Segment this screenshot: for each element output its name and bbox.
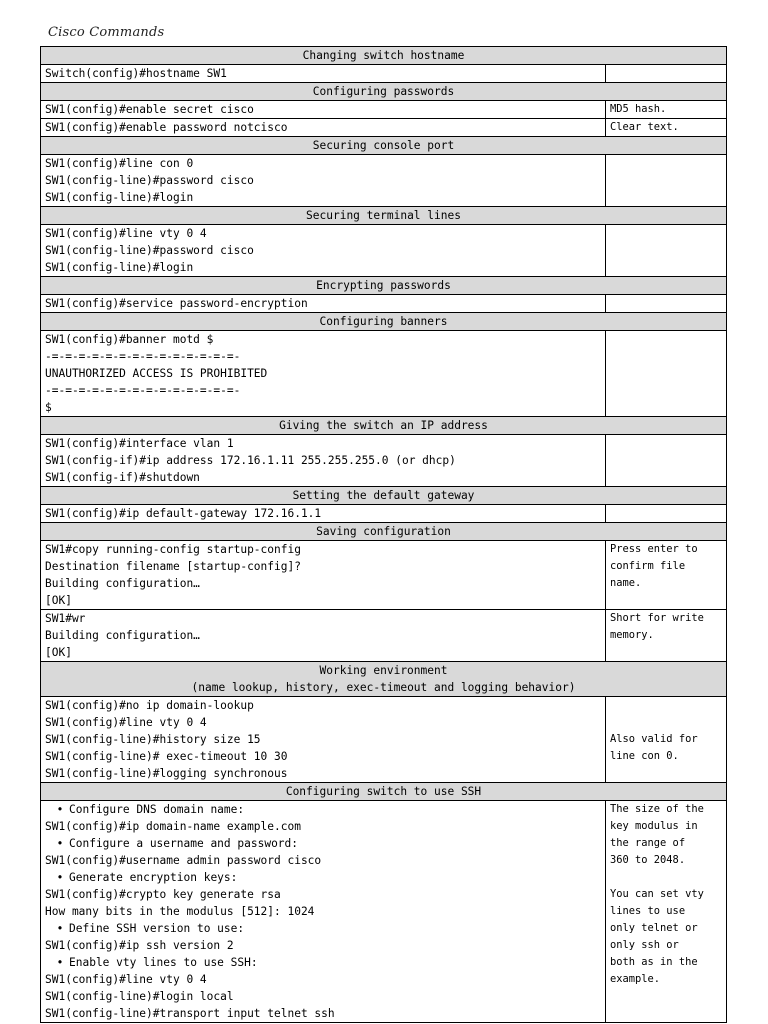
command-line: SW1(config-line)#history size 15 [45,733,261,746]
command-line: SW1(config)#enable secret cisco [45,103,254,116]
note-line: lines to use [610,905,686,917]
command-line: SW1(config)#ip domain-name example.com [45,820,301,833]
note-cell [606,119,727,137]
note-line: The size of the [610,803,704,815]
command-line: SW1(config-line)# exec-timeout 10 30 [45,750,288,763]
note-line: You can set vty [610,888,704,900]
command-line: SW1(config)#line vty 0 4 [45,716,207,729]
document-title: Cisco Commands [48,25,165,40]
command-cell [41,65,606,83]
section-header [41,47,727,65]
command-line: SW1(config)#ip ssh version 2 [45,939,234,952]
section-title: Changing switch hostname [302,49,465,62]
command-cell [41,225,606,277]
section-title: Working environment [319,664,448,677]
section-header-row [41,662,727,697]
section-header-row [41,83,727,101]
note-line: the range of [610,837,686,849]
table-row [41,225,727,277]
table-row [41,697,727,783]
command-line: -=-=-=-=-=-=-=-=-=-=-=-=-=-=- [45,384,241,397]
command-line: SW1(config)#username admin password cisco [45,854,322,867]
command-line: SW1#copy running-config startup-config [45,543,301,556]
note-line: Also valid for [610,733,698,745]
command-line: SW1(config-line)#logging synchronous [45,767,288,780]
section-header [41,313,727,331]
command-line: SW1(config-line)#transport input telnet ssh [45,1007,335,1020]
note-line: only ssh or [610,939,679,951]
note-cell [606,505,727,523]
command-cell [41,505,606,523]
command-cell [41,801,606,1023]
command-line: SW1(config-line)#login [45,261,194,274]
table-body [41,47,727,1023]
command-line: $ [45,401,52,414]
table-row [41,65,727,83]
command-line: SW1(config)#line con 0 [45,157,194,170]
section-header-row [41,487,727,505]
command-line: Building configuration… [45,629,200,642]
command-line: Switch(config)#hostname SW1 [45,67,227,80]
section-header [41,277,727,295]
command-line: SW1(config)#service password-encryption [45,297,308,310]
note-cell [606,435,727,487]
command-cell [41,295,606,313]
command-line: Building configuration… [45,577,200,590]
note-cell [606,155,727,207]
command-line: SW1(config-if)#ip address 172.16.1.11 255.255.255.0 (or dhcp) [45,454,456,467]
command-cell [41,697,606,783]
step-bullet-line: • Define SSH version to use: [45,920,601,937]
section-header [41,417,727,435]
section-header [41,783,727,801]
section-header [41,207,727,225]
section-header [41,662,727,697]
note-line: Press enter to [610,543,698,555]
command-line: SW1(config)#interface vlan 1 [45,437,234,450]
command-cell [41,331,606,417]
note-line: name. [610,577,642,589]
command-line: -=-=-=-=-=-=-=-=-=-=-=-=-=-=- [45,350,241,363]
section-header-row [41,313,727,331]
section-header-row [41,137,727,155]
note-line: both as in the [610,956,698,968]
step-bullet-line: • Enable vty lines to use SSH: [45,954,601,971]
command-line: SW1#wr [45,612,86,625]
command-line: SW1(config-line)#password cisco [45,244,254,257]
cisco-commands-table [40,46,727,1023]
table-row [41,155,727,207]
table-row [41,435,727,487]
command-line: SW1(config-line)#password cisco [45,174,254,187]
command-line: How many bits in the modulus [512]: 1024 [45,905,315,918]
command-line: SW1(config-if)#shutdown [45,471,200,484]
step-bullet-line: • Configure DNS domain name: [45,801,601,818]
note-line: memory. [610,629,654,641]
section-header [41,137,727,155]
note-cell [606,295,727,313]
section-header [41,83,727,101]
section-title: Setting the default gateway [292,489,475,502]
table-row [41,801,727,1023]
table-row [41,295,727,313]
table-row [41,101,727,119]
table-row [41,331,727,417]
command-line: SW1(config)#line vty 0 4 [45,973,207,986]
section-title: Securing terminal lines [306,209,461,222]
note-cell [606,610,727,662]
table-row [41,119,727,137]
command-cell [41,541,606,610]
note-line: confirm file [610,560,686,572]
note-cell [606,101,727,119]
note-line: Short for write [610,612,704,624]
section-header-row [41,207,727,225]
section-header [41,487,727,505]
section-title: Securing console port [312,139,455,152]
note-line: MD5 hash. [610,103,667,115]
note-cell [606,65,727,83]
section-title: Encrypting passwords [316,279,451,292]
command-line: SW1(config)#ip default-gateway 172.16.1.1 [45,507,322,520]
command-cell [41,119,606,137]
table-row [41,505,727,523]
note-line [610,697,722,714]
note-line [610,714,722,731]
note-cell [606,697,727,783]
command-line: Destination filename [startup-config]? [45,560,301,573]
note-line: Clear text. [610,121,679,133]
command-line: SW1(config-line)#login local [45,990,234,1003]
table-row [41,610,727,662]
section-title: Configuring passwords [312,85,455,98]
command-line: SW1(config)#no ip domain-lookup [45,699,254,712]
section-title: Saving configuration [316,525,451,538]
command-cell [41,101,606,119]
note-line: line con 0. [610,750,679,762]
command-cell [41,610,606,662]
section-header-row [41,47,727,65]
note-cell [606,801,727,1023]
section-header-row [41,523,727,541]
section-header-row [41,783,727,801]
step-bullet-line: • Configure a username and password: [45,835,601,852]
note-cell [606,225,727,277]
note-line: 360 to 2048. [610,854,686,866]
command-line: [OK] [45,594,72,607]
section-header [41,523,727,541]
command-line: [OK] [45,646,72,659]
command-line: UNAUTHORIZED ACCESS IS PROHIBITED [45,367,268,380]
section-title: Configuring banners [319,315,448,328]
command-line: SW1(config)#enable password notcisco [45,121,288,134]
command-cell [41,155,606,207]
section-header-row [41,277,727,295]
table-row [41,541,727,610]
command-cell [41,435,606,487]
note-cell [606,331,727,417]
note-line: key modulus in [610,820,698,832]
note-cell [606,541,727,610]
command-line: SW1(config-line)#login [45,191,194,204]
step-bullet-line: • Generate encryption keys: [45,869,601,886]
note-line: example. [610,973,661,985]
section-header-row [41,417,727,435]
section-title: Configuring switch to use SSH [285,785,482,798]
note-line: only telnet or [610,922,698,934]
section-title: Giving the switch an IP address [279,419,488,432]
note-line [610,869,722,886]
command-line: SW1(config)#banner motd $ [45,333,214,346]
section-subtitle: (name lookup, history, exec-timeout and logging behavior) [191,681,576,694]
command-line: SW1(config)#line vty 0 4 [45,227,207,240]
command-line: SW1(config)#crypto key generate rsa [45,888,281,901]
